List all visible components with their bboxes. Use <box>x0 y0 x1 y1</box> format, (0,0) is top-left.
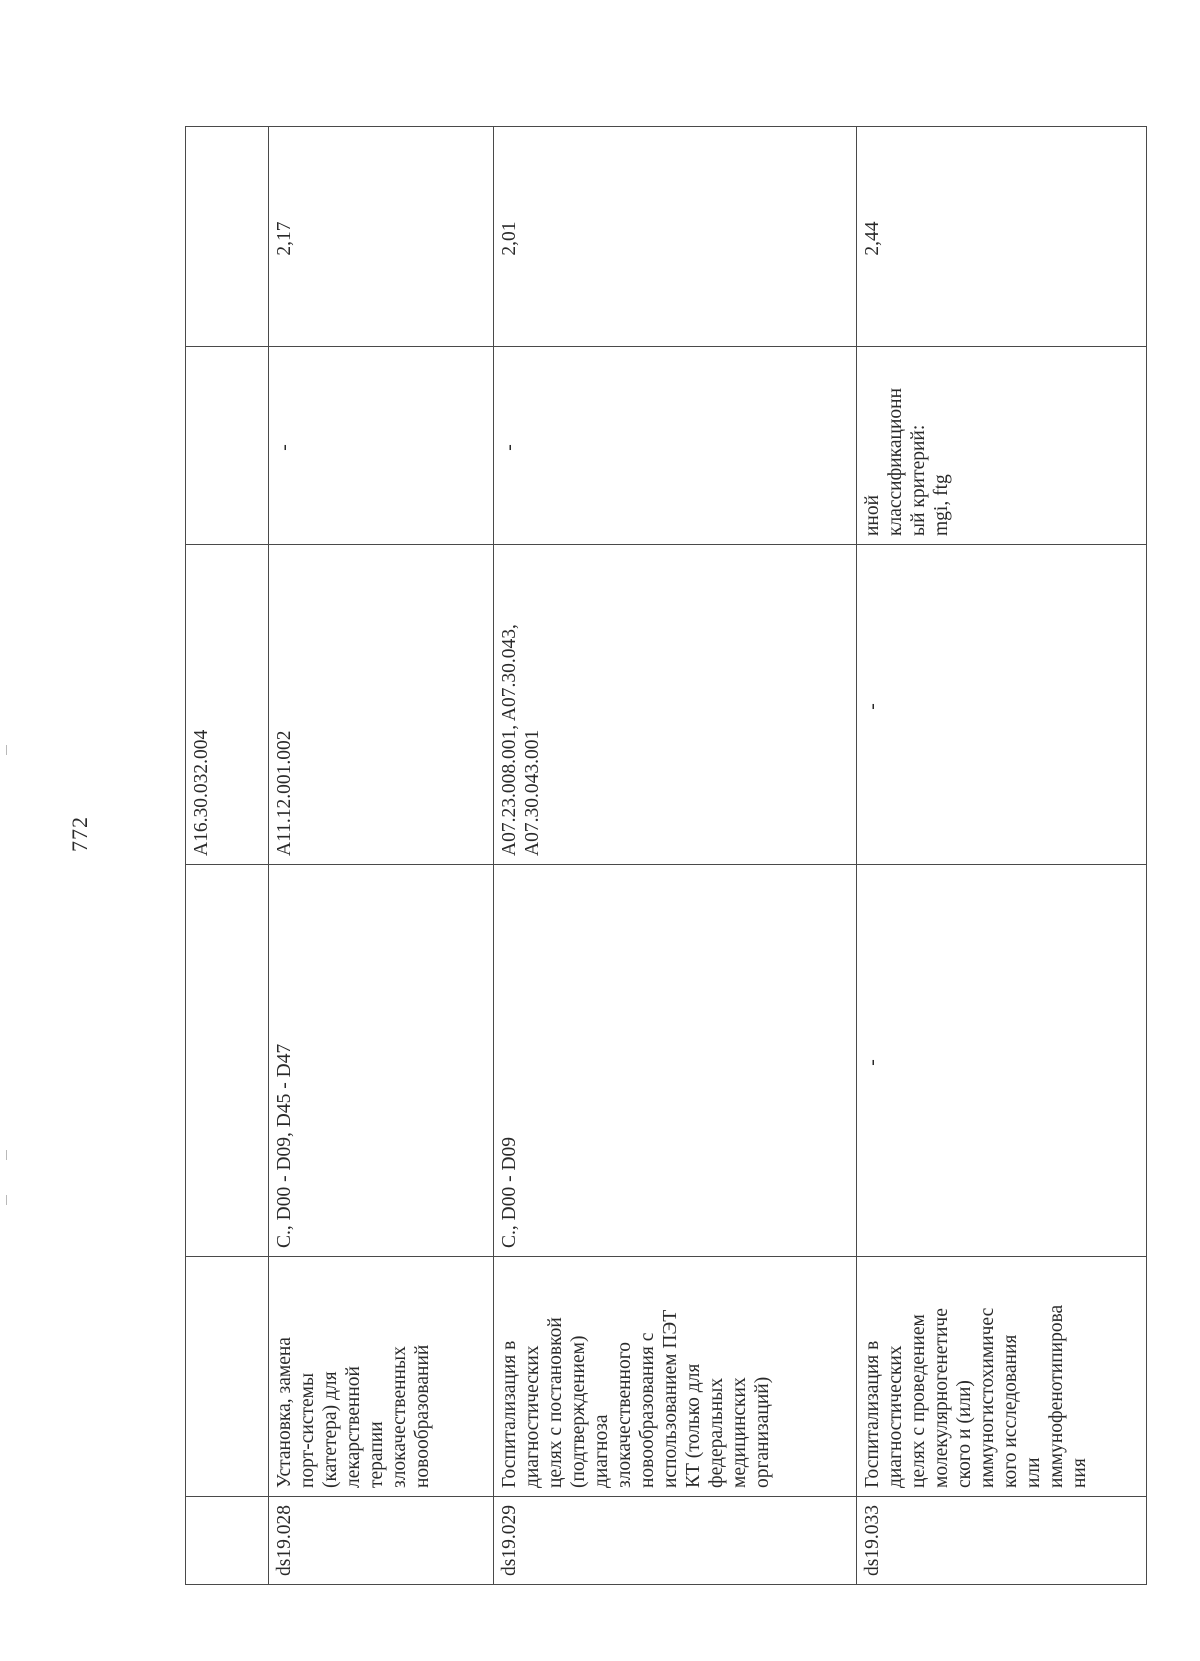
scan-artifact <box>6 745 7 755</box>
scan-artifact <box>6 1195 7 1205</box>
criteria-cell <box>857 347 1147 545</box>
code-cell: ds19.028 <box>269 1497 494 1585</box>
diagnosis-cell: C., D00 - D09, D45 - D47 <box>269 865 494 1257</box>
coefficient-cell <box>186 127 269 347</box>
name-line: медицинских <box>729 1377 750 1488</box>
code-cell: ds19.033 <box>857 1497 1147 1585</box>
diagnosis-cell: - <box>857 865 1147 1257</box>
name-cell <box>186 1257 269 1497</box>
name-line: иммуногистохимичес <box>977 1307 998 1488</box>
name-line: Госпитализация в <box>862 1340 883 1488</box>
name-line: ния <box>1069 1458 1090 1488</box>
rotated-table-container <box>185 127 1100 1585</box>
table-row-continuation <box>186 127 269 1585</box>
name-line: целях с проведением <box>908 1314 929 1488</box>
services-cell: - <box>857 545 1147 865</box>
name-line: КТ (только для <box>683 1363 704 1488</box>
criteria-cell <box>269 347 494 545</box>
criteria-line: - <box>499 444 520 451</box>
diagnosis-cell: C., D00 - D09 <box>494 865 857 1257</box>
criteria-line: mgi, ftg <box>931 474 952 536</box>
coefficient-cell: 2,44 <box>857 127 1147 347</box>
criteria-cell <box>186 347 269 545</box>
services-cell: A11.12.001.002 <box>269 545 494 865</box>
name-cell <box>269 1257 494 1497</box>
services-cell: A07.23.008.001, A07.30.043, A07.30.043.001 <box>494 545 857 865</box>
code-cell: ds19.029 <box>494 1497 857 1585</box>
criteria-line: ый критерий: <box>908 424 929 536</box>
coefficient-cell: 2,17 <box>269 127 494 347</box>
name-line: целях с постановкой <box>545 1317 566 1488</box>
criteria-line: иной <box>862 494 883 536</box>
services-text: A16.30.032.004 <box>191 729 212 856</box>
scan-artifact <box>6 1150 7 1160</box>
criteria-line: - <box>274 444 295 451</box>
name-line: диагноза <box>591 1414 612 1488</box>
code-cell <box>186 1497 269 1585</box>
name-line: федеральных <box>706 1377 727 1488</box>
name-line: злокачественных <box>389 1346 410 1488</box>
table-row <box>857 127 1147 1585</box>
table-row <box>494 127 857 1585</box>
name-line: организаций) <box>752 1376 773 1488</box>
name-line: иммунофенотипирова <box>1046 1304 1067 1488</box>
name-line: Госпитализация в <box>499 1340 520 1488</box>
name-line: новообразований <box>412 1344 433 1488</box>
tariff-table <box>185 126 1147 1585</box>
name-line: молекулярногенетиче <box>931 1308 952 1488</box>
name-line: ского и (или) <box>954 1380 975 1488</box>
name-line: новообразования с <box>637 1332 658 1488</box>
name-line: использованием ПЭТ <box>660 1309 681 1488</box>
name-line: или <box>1023 1457 1044 1488</box>
name-line: диагностических <box>885 1345 906 1488</box>
name-line: (подтверждением) <box>568 1335 589 1488</box>
name-line: диагностических <box>522 1345 543 1488</box>
name-line: Установка, замена <box>274 1337 295 1488</box>
name-cell <box>494 1257 857 1497</box>
services-cell <box>186 545 269 865</box>
criteria-cell <box>494 347 857 545</box>
criteria-line: классификационн <box>885 387 906 536</box>
coefficient-cell: 2,01 <box>494 127 857 347</box>
name-line: (катетера) для <box>320 1371 341 1488</box>
diagnosis-cell <box>186 865 269 1257</box>
name-cell <box>857 1257 1147 1497</box>
name-line: терапии <box>366 1421 387 1488</box>
name-line: порт-системы <box>297 1372 318 1488</box>
page-number: 772 <box>67 816 92 852</box>
table-row <box>269 127 494 1585</box>
name-line: лекарственной <box>343 1366 364 1488</box>
name-line: кого исследования <box>1000 1334 1021 1488</box>
name-line: злокачественного <box>614 1342 635 1488</box>
